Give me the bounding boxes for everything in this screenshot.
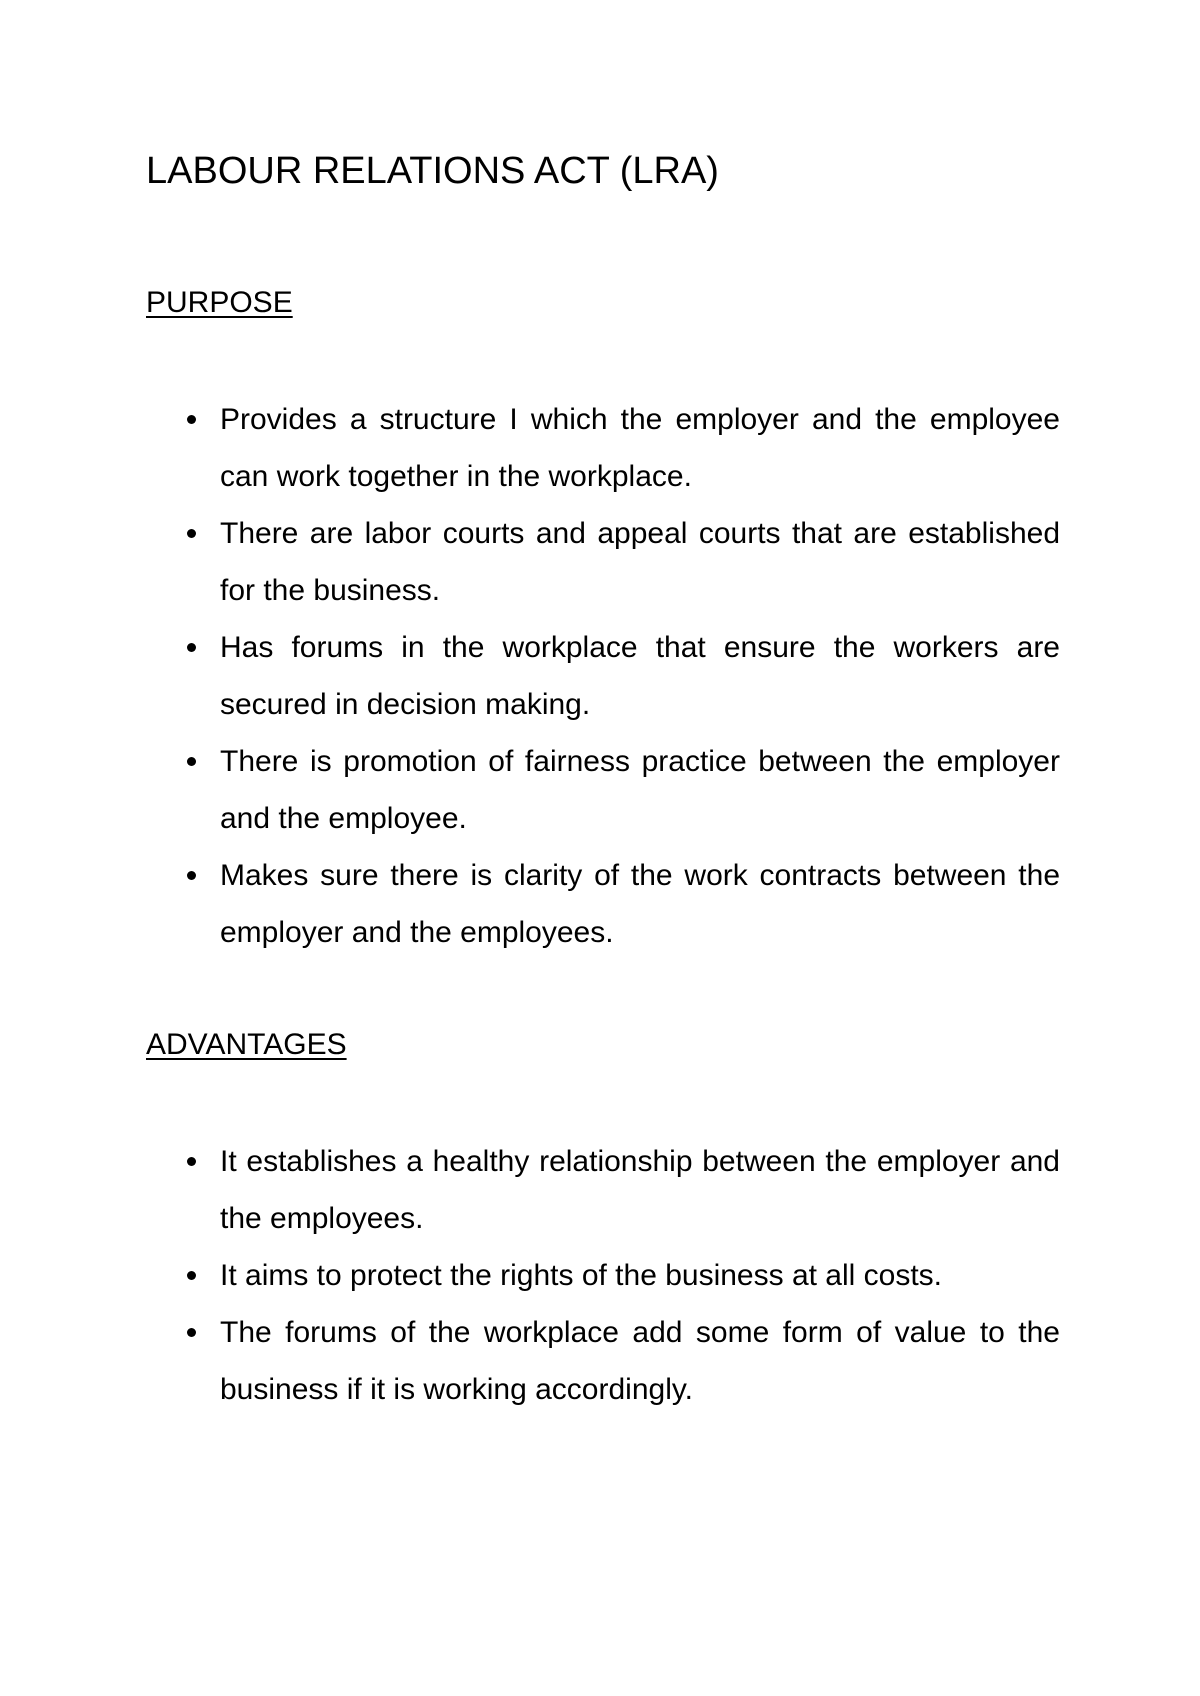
list-item xyxy=(146,1133,1060,1247)
list-item xyxy=(146,619,1060,733)
list-item-text: There are labor courts and appeal courts that are established for the business. xyxy=(220,517,1060,607)
list-item xyxy=(146,1247,1060,1304)
document-title: LABOUR RELATIONS ACT (LRA) xyxy=(146,150,719,192)
list-item xyxy=(146,847,1060,961)
list-item-text: It aims to protect the rights of the business at all costs. xyxy=(220,1259,943,1292)
list-item-text: The forums of the workplace add some form of value to the business if it is working accordingly. xyxy=(220,1316,1060,1406)
purpose-list xyxy=(146,391,1060,961)
list-item-text: Has forums in the workplace that ensure the workers are secured in decision making. xyxy=(220,631,1060,721)
bullet-icon xyxy=(187,1328,196,1337)
purpose-heading: PURPOSE xyxy=(146,286,293,319)
list-item-text: There is promotion of fairness practice between the employer and the employee. xyxy=(220,745,1060,835)
bullet-icon xyxy=(187,415,196,424)
list-item-text: It establishes a healthy relationship between the employer and the employees. xyxy=(220,1145,1060,1235)
bullet-icon xyxy=(187,871,196,880)
bullet-icon xyxy=(187,643,196,652)
list-item xyxy=(146,505,1060,619)
list-item xyxy=(146,1304,1060,1418)
bullet-icon xyxy=(187,1271,196,1280)
list-item-text: Provides a structure I which the employer and the employee can work together in the workplace. xyxy=(220,403,1060,493)
advantages-heading: ADVANTAGES xyxy=(146,1028,347,1061)
list-item xyxy=(146,733,1060,847)
bullet-icon xyxy=(187,529,196,538)
bullet-icon xyxy=(187,757,196,766)
advantages-list xyxy=(146,1133,1060,1418)
list-item xyxy=(146,391,1060,505)
list-item-text: Makes sure there is clarity of the work contracts between the employer and the employees. xyxy=(220,859,1060,949)
bullet-icon xyxy=(187,1157,196,1166)
